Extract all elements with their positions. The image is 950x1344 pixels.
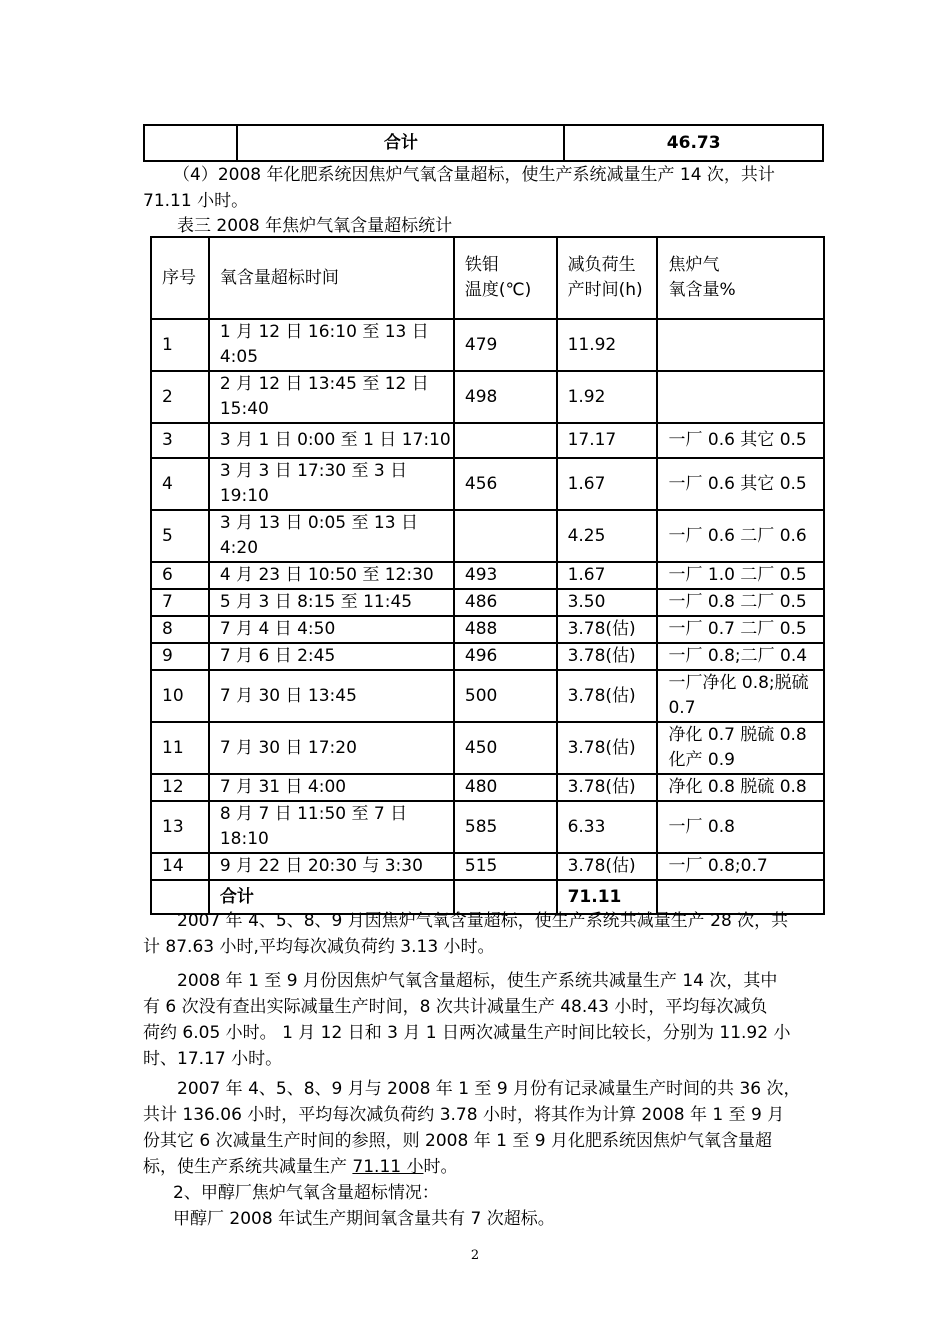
cell-temp [454, 458, 557, 510]
cell-seq-line1: 13 [162, 816, 184, 837]
table-caption: 表三 2008 年焦炉气氧含量超标统计 [177, 216, 453, 236]
cell-oxy-line1: 一厂 1.0 二厂 0.5 [668, 565, 807, 585]
cell-hours-line1: 1.67 [567, 565, 606, 585]
cell-seq [151, 562, 209, 589]
cell-temp-line1: 498 [464, 386, 498, 407]
cell-seq-line1: 9 [162, 646, 173, 666]
table-row [151, 670, 824, 722]
cell-seq [151, 670, 209, 722]
cell-time-line2: 4:05 [219, 347, 259, 367]
table-row [151, 319, 824, 371]
p3-line4-underlined: 71.11 小 [352, 1157, 424, 1177]
p3-line4 [143, 1154, 823, 1180]
cell-seq [151, 371, 209, 423]
cell-seq [151, 722, 209, 774]
cell-time [209, 562, 454, 589]
cell-hours [557, 670, 658, 722]
cell-oxy [657, 722, 824, 774]
cell-time-line1: 9 月 22 日 20:30 与 3:30 [219, 856, 423, 876]
cell-oxy-line1: 一厂 0.8 二厂 0.5 [668, 592, 807, 612]
table-row [151, 458, 824, 510]
cell-hours-line1: 3.78(估) [567, 777, 636, 797]
cell-time-line2: 19:10 [219, 486, 269, 506]
cell-temp-line1: 585 [464, 816, 498, 837]
cell-oxy-line1: 一厂 0.8 [668, 816, 735, 837]
cell-temp [454, 853, 557, 880]
cell-oxy [657, 371, 824, 423]
cell-hours [557, 319, 658, 371]
cell-hours-line1: 3.50 [567, 592, 606, 612]
p2-line2: 有 6 次没有查出实际减量生产时间，8 次共计减量生产 48.43 小时，平均每次减负 [143, 997, 768, 1017]
cell-time [209, 371, 454, 423]
table-row [151, 371, 824, 423]
cell-seq [151, 319, 209, 371]
header-hours [557, 237, 658, 319]
cell-temp [454, 670, 557, 722]
cell-time-line1: 4 月 23 日 10:50 至 12:30 [219, 565, 434, 585]
table-row [151, 801, 824, 853]
section2-text: 甲醇厂 2008 年试生产期间氧含量共有 7 次超标。 [173, 1209, 555, 1229]
table-row [151, 423, 824, 458]
cell-time [209, 801, 454, 853]
table-row [151, 853, 824, 880]
cell-seq [151, 643, 209, 670]
cell-seq-line1: 12 [162, 777, 184, 797]
top-total-table [143, 124, 824, 162]
cell-hours [557, 616, 658, 643]
oxygen-table [150, 236, 825, 915]
cell-seq [151, 853, 209, 880]
cell-time-line2: 15:40 [219, 399, 269, 419]
cell-hours-line1: 17.17 [567, 430, 617, 450]
cell-oxy-line1: 一厂净化 0.8;脱硫 [668, 673, 809, 693]
section2-heading: 2、甲醇厂焦炉气氧含量超标情况： [173, 1183, 439, 1203]
table-header-row [151, 237, 824, 319]
cell-time-line1: 7 月 31 日 4:00 [219, 777, 347, 797]
cell-temp-line1: 486 [464, 592, 498, 612]
cell-temp [454, 616, 557, 643]
table-row [151, 510, 824, 562]
cell-hours [557, 371, 658, 423]
cell-oxy [657, 458, 824, 510]
cell-time-line1: 7 月 30 日 17:20 [219, 737, 357, 758]
cell-oxy [657, 774, 824, 801]
cell-oxy [657, 801, 824, 853]
total-row-label: 合计 [209, 880, 454, 914]
cell-seq-line1: 3 [162, 430, 173, 450]
cell-oxy [657, 319, 824, 371]
cell-hours-line1: 4.25 [567, 525, 606, 546]
header-temp-1: 铁钼 [464, 255, 499, 275]
cell-hours-line1: 3.78(估) [567, 685, 636, 706]
cell-time [209, 670, 454, 722]
cell-oxy [657, 562, 824, 589]
cell-temp [454, 319, 557, 371]
cell-oxy-line1: 一厂 0.6 其它 0.5 [668, 473, 807, 494]
cell-time-line1: 3 月 13 日 0:05 至 13 日 [219, 513, 418, 533]
header-temp-2: 温度(℃) [464, 280, 532, 300]
cell-seq [151, 616, 209, 643]
cell-seq-line1: 11 [162, 737, 184, 758]
cell-oxy-line2: 0.7 [668, 698, 696, 718]
cell-hours-line1: 1.92 [567, 386, 606, 407]
cell-seq [151, 423, 209, 458]
cell-time [209, 722, 454, 774]
p3-line1: 2007 年 4、5、8、9 月与 2008 年 1 至 9 月份有记录减量生产时间的共 36 次， [177, 1079, 801, 1099]
cell-hours-line1: 3.78(估) [567, 856, 636, 876]
cell-temp [454, 774, 557, 801]
cell-time-line1: 3 月 1 日 0:00 至 1 日 17:10 [219, 430, 451, 450]
cell-seq-line1: 6 [162, 565, 173, 585]
cell-temp [454, 643, 557, 670]
cell-oxy-line1: 一厂 0.7 二厂 0.5 [668, 619, 807, 639]
cell-temp-line1: 496 [464, 646, 498, 666]
cell-oxy [657, 643, 824, 670]
header-oxy [657, 237, 824, 319]
cell-time [209, 319, 454, 371]
intro-line2: 71.11 小时。 [143, 191, 249, 211]
cell-seq-line1: 14 [162, 856, 184, 876]
cell-time [209, 458, 454, 510]
p2-line3: 荷约 6.05 小时。 1 月 12 日和 3 月 1 日两次减量生产时间比较长，分别为 11.92 小 [143, 1023, 791, 1043]
cell-seq [151, 458, 209, 510]
cell-time-line1: 5 月 3 日 8:15 至 11:45 [219, 592, 413, 612]
cell-time-line2: 18:10 [219, 829, 269, 849]
p3-line4-c: 时。 [423, 1157, 458, 1177]
cell-hours [557, 510, 658, 562]
cell-hours [557, 853, 658, 880]
cell-time-line1: 8 月 7 日 11:50 至 7 日 [219, 804, 408, 824]
cell-temp [454, 801, 557, 853]
cell-temp [454, 722, 557, 774]
p1-line2: 计 87.63 小时,平均每次减负荷约 3.13 小时。 [143, 937, 495, 957]
header-temp [454, 237, 557, 319]
table-row [151, 589, 824, 616]
cell-seq [151, 510, 209, 562]
cell-hours-line1: 6.33 [567, 816, 606, 837]
cell-time [209, 616, 454, 643]
cell-temp-line1: 450 [464, 737, 498, 758]
cell-oxy [657, 853, 824, 880]
cell-time [209, 643, 454, 670]
p3-line4-a: 标，使生产系统共减量生产 [143, 1157, 353, 1177]
page-number: 2 [470, 1248, 480, 1263]
cell-hours [557, 774, 658, 801]
table-body [151, 319, 824, 880]
cell-seq-line1: 7 [162, 592, 173, 612]
top-total-label: 合计 [237, 125, 564, 161]
cell-time [209, 423, 454, 458]
p3-line2: 共计 136.06 小时，平均每次减负荷约 3.78 小时，将其作为计算 2008 年 1 至 9 月 [143, 1105, 785, 1125]
cell-seq-line1: 10 [162, 685, 184, 706]
cell-seq [151, 589, 209, 616]
cell-temp-line1: 456 [464, 473, 498, 494]
cell-hours [557, 722, 658, 774]
intro-paragraph [143, 162, 823, 214]
cell-seq-line1: 8 [162, 619, 173, 639]
cell-seq [151, 774, 209, 801]
cell-temp-line1: 480 [464, 777, 498, 797]
cell-seq-line1: 2 [162, 386, 173, 407]
cell-hours [557, 801, 658, 853]
cell-hours [557, 643, 658, 670]
cell-time-line1: 3 月 3 日 17:30 至 3 日 [219, 461, 408, 481]
cell-hours [557, 589, 658, 616]
top-total-value: 46.73 [564, 125, 823, 161]
cell-oxy-line1: 一厂 0.6 二厂 0.6 [668, 525, 807, 546]
table-row [151, 562, 824, 589]
cell-temp-line1: 515 [464, 856, 498, 876]
cell-temp-line1: 500 [464, 685, 498, 706]
cell-hours [557, 423, 658, 458]
cell-time [209, 510, 454, 562]
header-hours-1: 减负荷生 [567, 255, 636, 275]
cell-temp [454, 589, 557, 616]
cell-temp [454, 423, 557, 458]
table-row [151, 774, 824, 801]
cell-time-line1: 7 月 30 日 13:45 [219, 685, 357, 706]
cell-time [209, 774, 454, 801]
cell-oxy-line1: 一厂 0.8;0.7 [668, 856, 768, 876]
cell-oxy-line1: 净化 0.8 脱硫 0.8 [668, 777, 807, 797]
cell-oxy-line1: 净化 0.7 脱硫 0.8 [668, 725, 807, 745]
cell-oxy [657, 616, 824, 643]
table-row [151, 616, 824, 643]
p3-line3: 份其它 6 次减量生产时间的参照，则 2008 年 1 至 9 月化肥系统因焦炉气氧含量超 [143, 1131, 772, 1151]
cell-hours-line1: 3.78(估) [567, 619, 636, 639]
cell-temp [454, 510, 557, 562]
p2-line1: 2008 年 1 至 9 月份因焦炉气氧含量超标，使生产系统共减量生产 14 次，其中 [177, 971, 778, 991]
cell-oxy-line2: 化产 0.9 [668, 750, 735, 770]
cell-hours-line1: 11.92 [567, 334, 617, 355]
cell-hours [557, 458, 658, 510]
cell-time [209, 589, 454, 616]
cell-temp-line1: 479 [464, 334, 498, 355]
cell-oxy-line1: 一厂 0.8;二厂 0.4 [668, 646, 808, 666]
cell-time-line1: 7 月 4 日 4:50 [219, 619, 336, 639]
cell-oxy [657, 589, 824, 616]
cell-seq-line1: 1 [162, 334, 173, 355]
cell-oxy-line1: 一厂 0.6 其它 0.5 [668, 430, 807, 450]
total-row-hours: 71.11 [557, 880, 658, 914]
header-time: 氧含量超标时间 [209, 237, 454, 319]
cell-oxy [657, 510, 824, 562]
header-oxy-2: 氧含量% [668, 280, 736, 300]
top-total-empty-cell [144, 125, 237, 161]
table-row [151, 643, 824, 670]
table-row [151, 722, 824, 774]
header-hours-2: 产时间(h) [567, 280, 643, 300]
cell-seq-line1: 4 [162, 473, 173, 494]
cell-oxy [657, 423, 824, 458]
cell-hours-line1: 1.67 [567, 473, 606, 494]
cell-oxy [657, 670, 824, 722]
header-seq: 序号 [151, 237, 209, 319]
cell-temp [454, 371, 557, 423]
cell-time [209, 853, 454, 880]
p1-line1: 2007 年 4、5、8、9 月因焦炉气氧含量超标，使生产系统共减量生产 28 次，共 [177, 911, 789, 931]
cell-time-line1: 1 月 12 日 16:10 至 13 日 [219, 322, 429, 342]
cell-hours-line1: 3.78(估) [567, 646, 636, 666]
cell-seq [151, 801, 209, 853]
paragraph-block [143, 908, 823, 1232]
cell-hours [557, 562, 658, 589]
cell-temp-line1: 488 [464, 619, 498, 639]
intro-line1: （4）2008 年化肥系统因焦炉气氧含量超标，使生产系统减量生产 14 次，共计 [173, 165, 775, 185]
cell-time-line2: 4:20 [219, 538, 259, 558]
cell-hours-line1: 3.78(估) [567, 737, 636, 758]
cell-temp [454, 562, 557, 589]
cell-time-line1: 7 月 6 日 2:45 [219, 646, 336, 666]
cell-temp-line1: 493 [464, 565, 498, 585]
header-oxy-1: 焦炉气 [668, 255, 720, 275]
cell-time-line1: 2 月 12 日 13:45 至 12 日 [219, 374, 429, 394]
p2-line4: 时、17.17 小时。 [143, 1049, 283, 1069]
cell-seq-line1: 5 [162, 525, 173, 546]
